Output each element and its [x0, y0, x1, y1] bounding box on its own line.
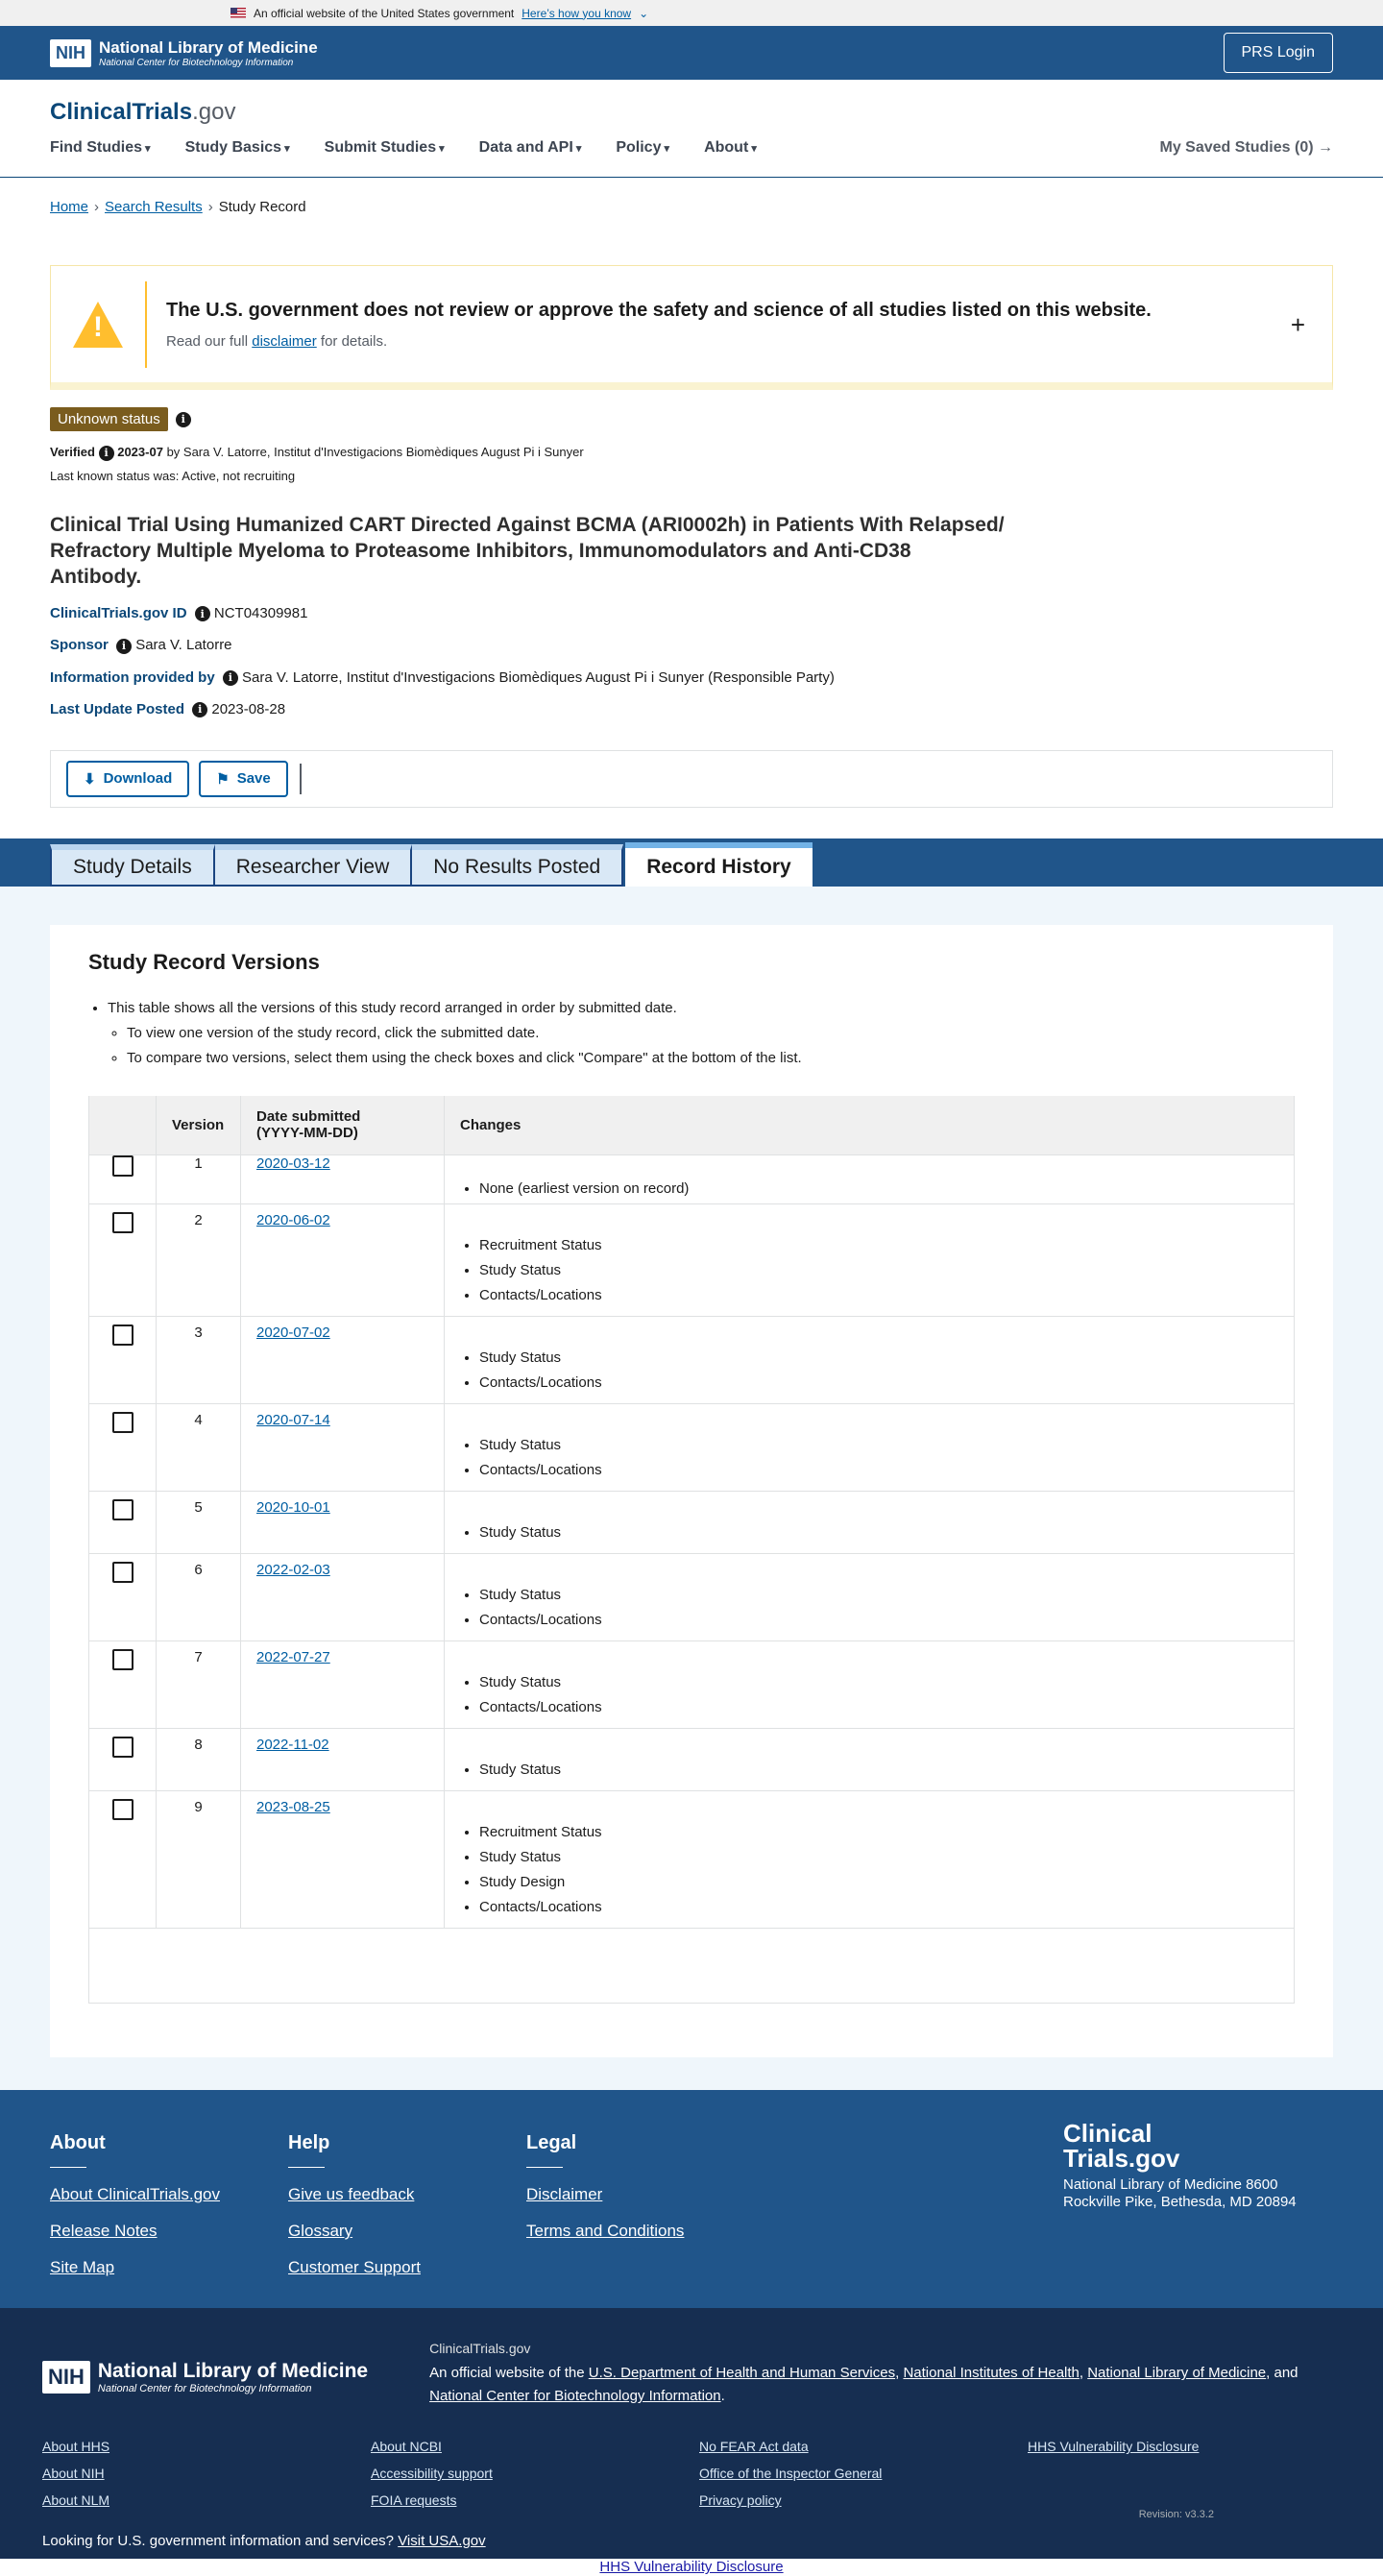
version-number: 2	[157, 1204, 241, 1317]
prs-login-button[interactable]: PRS Login	[1224, 33, 1334, 73]
breadcrumb	[0, 178, 1383, 236]
version-checkbox[interactable]	[112, 1499, 133, 1520]
footer-link[interactable]: FOIA requests	[371, 2492, 457, 2509]
version-checkbox[interactable]	[112, 1562, 133, 1583]
footer-link[interactable]: About NIH	[42, 2466, 105, 2482]
how-you-know-link[interactable]: Here’s how you know	[522, 6, 632, 20]
footer-help-heading: Help	[288, 2132, 526, 2168]
arrow-right-icon: →	[1318, 139, 1333, 156]
footer-link[interactable]: About NCBI	[371, 2439, 442, 2455]
change-item: • Study Status	[479, 1433, 1278, 1458]
change-item: • Contacts/Locations	[479, 1695, 1278, 1720]
nlm-logo[interactable]	[50, 38, 318, 68]
footer-link[interactable]: Release Notes	[50, 2222, 158, 2241]
brand-suffix: .gov	[192, 99, 236, 125]
version-date-link[interactable]: 2023-08-25	[256, 1799, 330, 1816]
version-date-link[interactable]: 2020-10-01	[256, 1499, 330, 1517]
version-date-link[interactable]: 2022-02-03	[256, 1562, 330, 1579]
col-version: Version	[157, 1096, 241, 1155]
version-number: 3	[157, 1317, 241, 1404]
col-date-line1: Date submitted	[256, 1108, 361, 1126]
last-known-status: Last known status was: Active, not recruiting	[50, 468, 296, 483]
info-icon[interactable]: i	[116, 639, 132, 654]
saved-studies-link[interactable]	[1160, 139, 1334, 157]
change-item: • Contacts/Locations	[479, 1371, 1278, 1396]
bookmark-icon: ⚑	[216, 770, 230, 788]
us-flag-icon	[230, 8, 246, 18]
nav-about[interactable]: About ▾	[704, 139, 757, 157]
col-select	[89, 1096, 157, 1155]
site-header	[0, 80, 1383, 178]
change-item: • Study Status	[479, 1583, 1278, 1608]
version-date-link[interactable]: 2020-07-14	[256, 1412, 330, 1429]
version-checkbox[interactable]	[112, 1737, 133, 1758]
change-item: • Contacts/Locations	[479, 1895, 1278, 1920]
saved-studies-label: My Saved Studies (0)	[1159, 139, 1314, 156]
footer-and: and	[1274, 2365, 1298, 2382]
change-item: • Study Status	[479, 1346, 1278, 1371]
divider	[300, 764, 302, 794]
footer-link[interactable]: HHS Vulnerability Disclosure	[1028, 2439, 1200, 2455]
study-meta	[0, 605, 1383, 717]
version-number: 7	[157, 1641, 241, 1729]
disclaimer-link[interactable]: disclaimer	[252, 332, 317, 350]
version-date-link[interactable]: 2020-03-12	[256, 1155, 330, 1173]
disclaimer-pre: Read our full	[166, 332, 249, 350]
download-icon: ⬇	[84, 770, 96, 788]
footer-link[interactable]: About NLM	[42, 2492, 110, 2509]
gov-banner-text: An official website of the United States government	[254, 6, 515, 20]
footer-link[interactable]: Disclaimer	[526, 2185, 603, 2204]
versions-card	[50, 925, 1333, 2058]
sponsor-label: Sponsor	[50, 637, 109, 654]
versions-note: • This table shows all the versions of this study record arranged in order by submitted date.	[108, 996, 1295, 1021]
revision: Revision: v3.3.2	[1138, 2509, 1214, 2521]
table-row	[89, 1554, 1295, 1641]
change-item: • Contacts/Locations	[479, 1608, 1278, 1633]
hhs-vulnerability-link[interactable]: HHS Vulnerability Disclosure	[599, 2559, 784, 2576]
col-date-line2: (YYYY-MM-DD)	[256, 1125, 358, 1142]
change-item: • Study Status	[479, 1258, 1278, 1283]
change-item: • Study Design	[479, 1870, 1278, 1895]
info-icon[interactable]: i	[176, 412, 191, 427]
gov-banner	[0, 0, 1383, 26]
version-checkbox[interactable]	[112, 1155, 133, 1177]
nlm-footer-links	[42, 2439, 1341, 2508]
save-button[interactable]	[199, 761, 288, 797]
change-item: • Contacts/Locations	[479, 1458, 1278, 1483]
hhs-link[interactable]: U.S. Department of Health and Human Services	[588, 2365, 896, 2382]
version-date-link[interactable]: 2020-07-02	[256, 1324, 330, 1342]
versions-heading: Study Record Versions	[88, 949, 320, 974]
warning-icon	[73, 302, 123, 348]
nlm-link[interactable]: National Library of Medicine	[1087, 2365, 1267, 2382]
info-icon[interactable]: i	[223, 670, 238, 686]
footer-link[interactable]: Accessibility support	[371, 2466, 493, 2482]
change-item: • Study Status	[479, 1758, 1278, 1783]
table-row	[89, 1492, 1295, 1554]
version-number: 6	[157, 1554, 241, 1641]
id-label: ClinicalTrials.gov ID	[50, 605, 187, 622]
tab-record-history[interactable]: Record History	[625, 842, 813, 887]
table-row	[89, 1155, 1295, 1204]
updated-label: Last Update Posted	[50, 700, 185, 717]
footer-link[interactable]: Glossary	[288, 2222, 353, 2241]
footer-link[interactable]: Office of the Inspector General	[699, 2466, 883, 2482]
site-logo[interactable]	[50, 80, 1333, 126]
sponsor: Sara V. Latorre	[135, 637, 232, 654]
change-item: • Study Status	[479, 1520, 1278, 1545]
nih-link[interactable]: National Institutes of Health	[903, 2365, 1080, 2382]
version-number: 5	[157, 1492, 241, 1554]
nlm-footer-logo[interactable]	[42, 2346, 368, 2408]
nav-find-studies[interactable]: Find Studies ▾	[50, 139, 151, 157]
nih-logo-box: NIH	[50, 39, 91, 67]
footer-site-name: ClinicalTrials.gov	[429, 2341, 531, 2357]
verified-by: by Sara V. Latorre, Institut d'Investigacions Biomèdiques August Pi i Sunyer	[166, 445, 584, 459]
site-footer	[0, 2090, 1383, 2308]
verified-label: Verified	[50, 445, 95, 459]
study-id: NCT04309981	[213, 605, 308, 622]
ncbi-name: National Center for Biotechnology Information	[97, 2383, 312, 2395]
provided-label: Information provided by	[50, 668, 215, 686]
footer-link[interactable]: Give us feedback	[288, 2185, 415, 2204]
chevron-right-icon: ›	[207, 199, 213, 215]
brand-main: ClinicalTrials	[50, 99, 193, 125]
tab-no-results[interactable]: No Results Posted	[412, 844, 623, 887]
footer-legal-heading: Legal	[526, 2132, 764, 2168]
nav-data-api[interactable]: Data and API ▾	[479, 139, 582, 157]
footer-link[interactable]: Customer Support	[288, 2258, 421, 2277]
table-row	[89, 1729, 1295, 1791]
info-icon[interactable]: i	[99, 446, 114, 461]
table-row	[89, 1641, 1295, 1729]
breadcrumb-home[interactable]: Home	[50, 199, 89, 215]
version-date-link[interactable]: 2022-07-27	[256, 1649, 330, 1666]
chevron-down-icon[interactable]: ⌄	[639, 6, 649, 20]
versions-note: ◦ To compare two versions, select them using the check boxes and click "Compare" at the bottom of the list.	[127, 1046, 1295, 1071]
versions-table	[88, 1096, 1295, 2005]
footer-link[interactable]: Terms and Conditions	[526, 2222, 685, 2241]
download-button[interactable]	[66, 761, 189, 797]
version-number: 9	[157, 1791, 241, 1929]
breadcrumb-search-results[interactable]: Search Results	[105, 199, 203, 215]
change-item: • Contacts/Locations	[479, 1283, 1278, 1308]
nlm-bar	[0, 26, 1383, 80]
version-checkbox[interactable]	[112, 1412, 133, 1433]
tab-study-details[interactable]: Study Details	[50, 844, 215, 887]
version-number: 4	[157, 1404, 241, 1492]
table-row	[89, 1317, 1295, 1404]
nlm-name: National Library of Medicine	[99, 37, 318, 57]
usa-question: Looking for U.S. government information and services?	[42, 2533, 395, 2550]
footer-official-text: An official website of the	[429, 2365, 585, 2382]
footer-link[interactable]: About ClinicalTrials.gov	[50, 2185, 220, 2204]
table-row	[89, 1404, 1295, 1492]
version-checkbox[interactable]	[112, 1212, 133, 1233]
nav-study-basics[interactable]: Study Basics ▾	[185, 139, 290, 157]
version-number: 1	[157, 1155, 241, 1204]
last-update: 2023-08-28	[211, 700, 286, 717]
nlm-name: National Library of Medicine	[97, 2360, 369, 2383]
version-checkbox[interactable]	[112, 1649, 133, 1670]
change-item: • Recruitment Status	[479, 1820, 1278, 1845]
verified-date: 2023-07	[117, 445, 163, 459]
col-date	[241, 1096, 445, 1155]
disclaimer-post: for details.	[320, 332, 388, 350]
download-label: Download	[103, 770, 173, 788]
version-checkbox[interactable]	[112, 1324, 133, 1346]
nav-submit-studies[interactable]: Submit Studies ▾	[325, 139, 445, 157]
tab-bar	[0, 838, 1383, 887]
nav-policy[interactable]: Policy ▾	[616, 139, 669, 157]
status-badge: Unknown status	[50, 407, 168, 431]
table-row	[89, 1204, 1295, 1317]
provided-by: Sara V. Latorre, Institut d'Investigacions Biomèdiques August Pi i Sunyer (Responsible Party)	[242, 668, 835, 686]
save-label: Save	[236, 770, 271, 788]
verified-line	[0, 431, 1383, 461]
table-row	[89, 1791, 1295, 1929]
version-date-link[interactable]: 2020-06-02	[256, 1212, 330, 1229]
change-item: • Study Status	[479, 1845, 1278, 1870]
nih-logo-box: NIH	[42, 2361, 90, 2394]
footer-link[interactable]: About HHS	[42, 2439, 110, 2455]
info-icon[interactable]: i	[195, 606, 210, 621]
col-changes: Changes	[445, 1096, 1295, 1155]
footer-logo-line2: Trials.gov	[1063, 2144, 1180, 2174]
study-title: Clinical Trial Using Humanized CART Directed Against BCMA (ARI0002h) in Patients With Relapsed/ Refractory Multiple Myeloma to Proteasome Inhibitors, Immunomodulators and Anti-CD38 Antibody.	[50, 513, 1005, 589]
main-nav	[50, 139, 1333, 157]
change-item: • None (earliest version on record)	[479, 1177, 1278, 1202]
version-checkbox[interactable]	[112, 1799, 133, 1820]
disclaimer-title: The U.S. government does not review or approve the safety and science of all studies listed on this website.	[166, 299, 1152, 321]
chevron-right-icon: ›	[94, 199, 100, 215]
action-bar	[50, 750, 1333, 808]
ncbi-link[interactable]: National Center for Biotechnology Information	[429, 2388, 721, 2405]
tab-researcher-view[interactable]: Researcher View	[215, 844, 413, 887]
disclaimer-banner	[50, 265, 1333, 390]
footer-link[interactable]: No FEAR Act data	[699, 2439, 809, 2455]
versions-note: ◦ To view one version of the study record, click the submitted date.	[127, 1021, 1295, 1046]
footer-logo-line1: Clinical	[1063, 2119, 1152, 2149]
breadcrumb-current: Study Record	[218, 199, 306, 215]
nlm-footer: NIH National Library of Medicine National Center for Biotechnology Information ClinicalTrials.gov An official website of the U.S. Department of Health and Human Services, National Institutes of Health, National Library of Medicine, and National Center for Biotechnology Information. About HHS About NCBI No FEAR Act data HHS Vulnerability Disclosure About NIH Accessibility support Office of the Inspector General About NLM FOIA requests Privacy policy Looking for U.S. government information and services? Visit USA.gov Revision: v3.3.2	[0, 2308, 1383, 2559]
usa-gov-link[interactable]: Visit USA.gov	[398, 2533, 486, 2550]
info-icon[interactable]: i	[192, 702, 207, 717]
change-item: • Recruitment Status	[479, 1233, 1278, 1258]
footer-about-heading: About	[50, 2132, 288, 2168]
footer-address: National Library of Medicine 8600 Rockville Pike, Bethesda, MD 20894	[1063, 2176, 1297, 2211]
version-date-link[interactable]: 2022-11-02	[256, 1737, 329, 1754]
version-number: 8	[157, 1729, 241, 1791]
footer-link[interactable]: Site Map	[50, 2258, 115, 2277]
expand-plus-icon[interactable]: +	[1290, 310, 1305, 339]
footer-link[interactable]: Privacy policy	[699, 2492, 782, 2509]
change-item: • Study Status	[479, 1670, 1278, 1695]
footer-logo[interactable]	[1063, 2121, 1313, 2211]
ncbi-name: National Center for Biotechnology Information	[99, 57, 294, 68]
